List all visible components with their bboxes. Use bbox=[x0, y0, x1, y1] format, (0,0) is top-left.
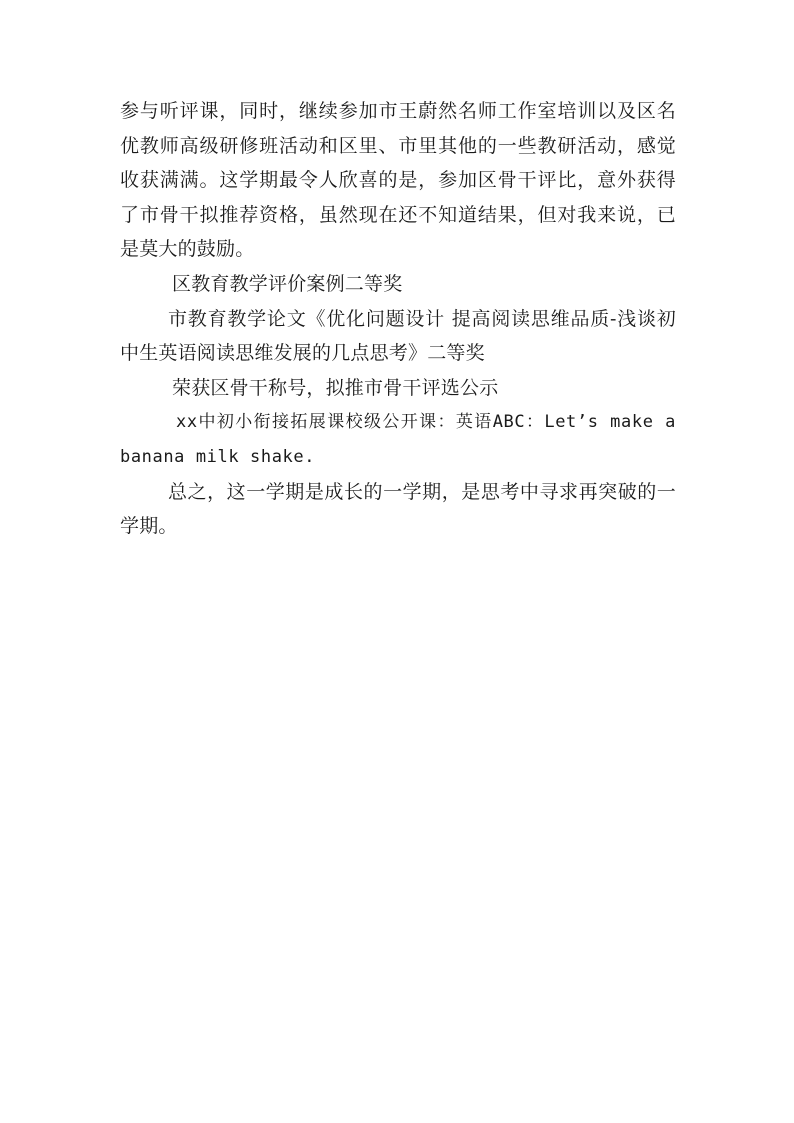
paragraph-summary: 总之，这一学期是成长的一学期，是思考中寻求再突破的一学期。 bbox=[120, 480, 676, 538]
paragraph-participation: 参与听评课，同时，继续参加市王蔚然名师工作室培训以及区名优教师高级研修班活动和区里、市里其他的一些教研活动，感觉收获满满。这学期最令人欣喜的是，参加区骨干评比，意外获得了市骨干拟推荐资格，虽然现在还不知道结果，但对我来说，已是莫大的鼓励。 bbox=[120, 100, 676, 261]
paragraph-award-evaluation-case: 区教育教学评价案例二等奖 bbox=[172, 272, 403, 295]
paragraph-backbone-title: 荣获区骨干称号，拟推市骨干评选公示 bbox=[172, 376, 499, 399]
document-body bbox=[120, 94, 676, 544]
paragraph-open-class: xx中初小衔接拓展课校级公开课：英语ABC：Let’s make a banana milk shake. bbox=[120, 412, 676, 467]
paragraph-award-thesis: 市教育教学论文《优化问题设计 提高阅读思维品质-浅谈初中生英语阅读思维发展的几点思考》二等奖 bbox=[120, 307, 676, 365]
